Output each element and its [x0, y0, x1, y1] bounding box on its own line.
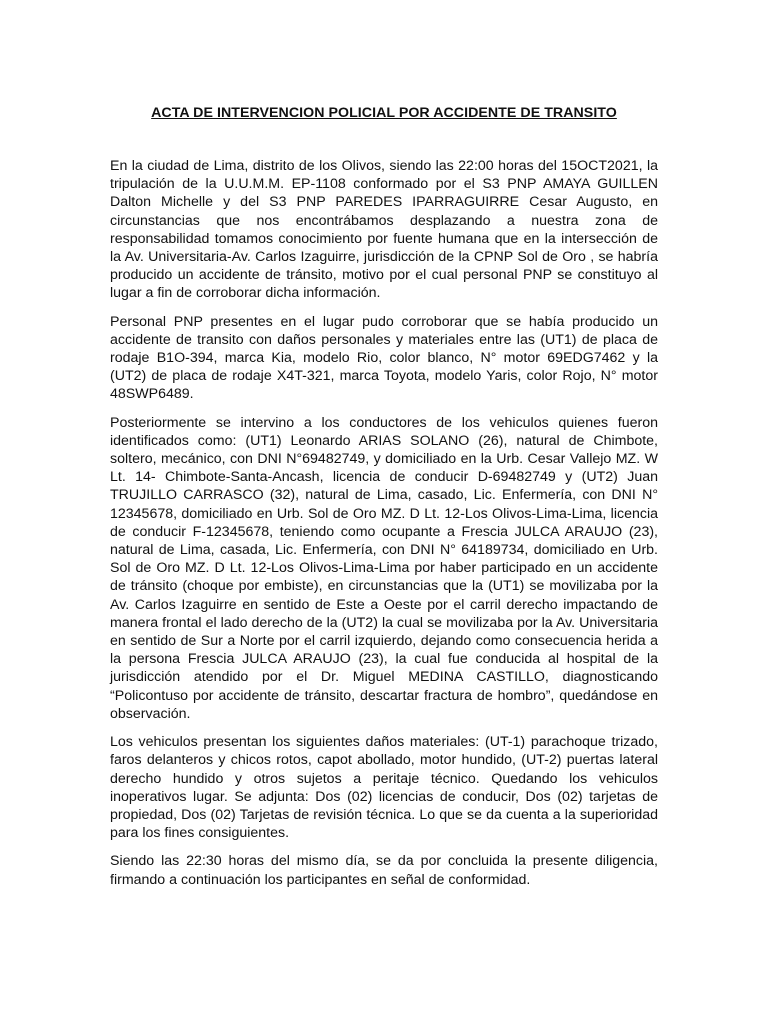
- paragraph-damages: Los vehiculos presentan los siguientes daños materiales: (UT-1) parachoque trizado, faros delanteros y chicos rotos, capot abollado, motor hundido, (UT-2) puertas lateral derecho hundido y otros sujetos a peritaje técnico. Quedando los vehiculos inoperativos lugar. Se adjunta: Dos (02) licencias de conducir, Dos (02) tarjetas de propiedad, Dos (02) Tarjetas de revisión técnica. Lo que se da cuenta a la superioridad para los fines consiguientes.: [110, 734, 658, 842]
- document-body: [110, 157, 658, 899]
- paragraph-vehicles: Personal PNP presentes en el lugar pudo corroborar que se había producido un accidente de transito con daños personales y materiales entre las (UT1) de placa de rodaje B1O-394, marca Kia, modelo Rio, color blanco, N° motor 69EDG7462 y la (UT2) de placa de rodaje X4T-321, marca Toyota, modelo Yaris, color Rojo, N° motor 48SWP6489.: [110, 313, 658, 403]
- paragraph-drivers: Posteriormente se intervino a los conductores de los vehiculos quienes fueron identificados como: (UT1) Leonardo ARIAS SOLANO (26), natural de Chimbote, soltero, mecánico, con DNI N°69482749, y domiciliado en la Urb. Cesar Vallejo MZ. W Lt. 14- Chimbote-Santa-Ancash, licencia de conducir D-69482749 y (UT2) Juan TRUJILLO CARRASCO (32), natural de Lima, casado, Lic. Enfermería, con DNI N° 12345678, domiciliado en Urb. Sol de Oro MZ. D Lt. 12-Los Olivos-Lima-Lima, licencia de conducir F-12345678, teniendo como ocupante a Frescia JULCA ARAUJO (23), natural de Lima, casada, Lic. Enfermería, con DNI N° 64189734, domiciliado en Urb. Sol de Oro MZ. D Lt. 12-Los Olivos-Lima-Lima por haber participado en un accidente de tránsito (choque por embiste), en circunstancias que la (UT1) se movilizaba por la Av. Carlos Izaguirre en sentido de Este a Oeste por el carril derecho impactando de manera frontal el lado derecho de la (UT2) la cual se movilizaba por la Av. Universitaria en sentido de Sur a Norte por el carril izquierdo, dejando como consecuencia herida a la persona Frescia JULCA ARAUJO (23), la cual fue conducida al hospital de la jurisdicción atendido por el Dr. Miguel MEDINA CASTILLO, diagnosticando “Policontuso por accidente de tránsito, descartar fractura de hombro”, quedándose en observación.: [110, 414, 658, 722]
- document-title: ACTA DE INTERVENCION POLICIAL POR ACCIDENTE DE TRANSITO: [151, 105, 617, 121]
- paragraph-closing: Siendo las 22:30 horas del mismo día, se da por concluida la presente diligencia, firmando a continuación los participantes en señal de conformidad.: [110, 853, 658, 888]
- paragraph-intro: En la ciudad de Lima, distrito de los Olivos, siendo las 22:00 horas del 15OCT2021, la tripulación de la U.U.M.M. EP-1108 conformado por el S3 PNP AMAYA GUILLEN Dalton Michelle y del S3 PNP PAREDES IPARRAGUIRRE Cesar Augusto, en circunstancias que nos encontrábamos desplazando a nuestra zona de responsabilidad tomamos conocimiento por fuente humana que en la intersección de la Av. Universitaria-Av. Carlos Izaguirre, jurisdicción de la CPNP Sol de Oro , se habría producido un accidente de tránsito, motivo por el cual personal PNP se constituyo al lugar a fin de corroborar dicha información.: [110, 158, 658, 302]
